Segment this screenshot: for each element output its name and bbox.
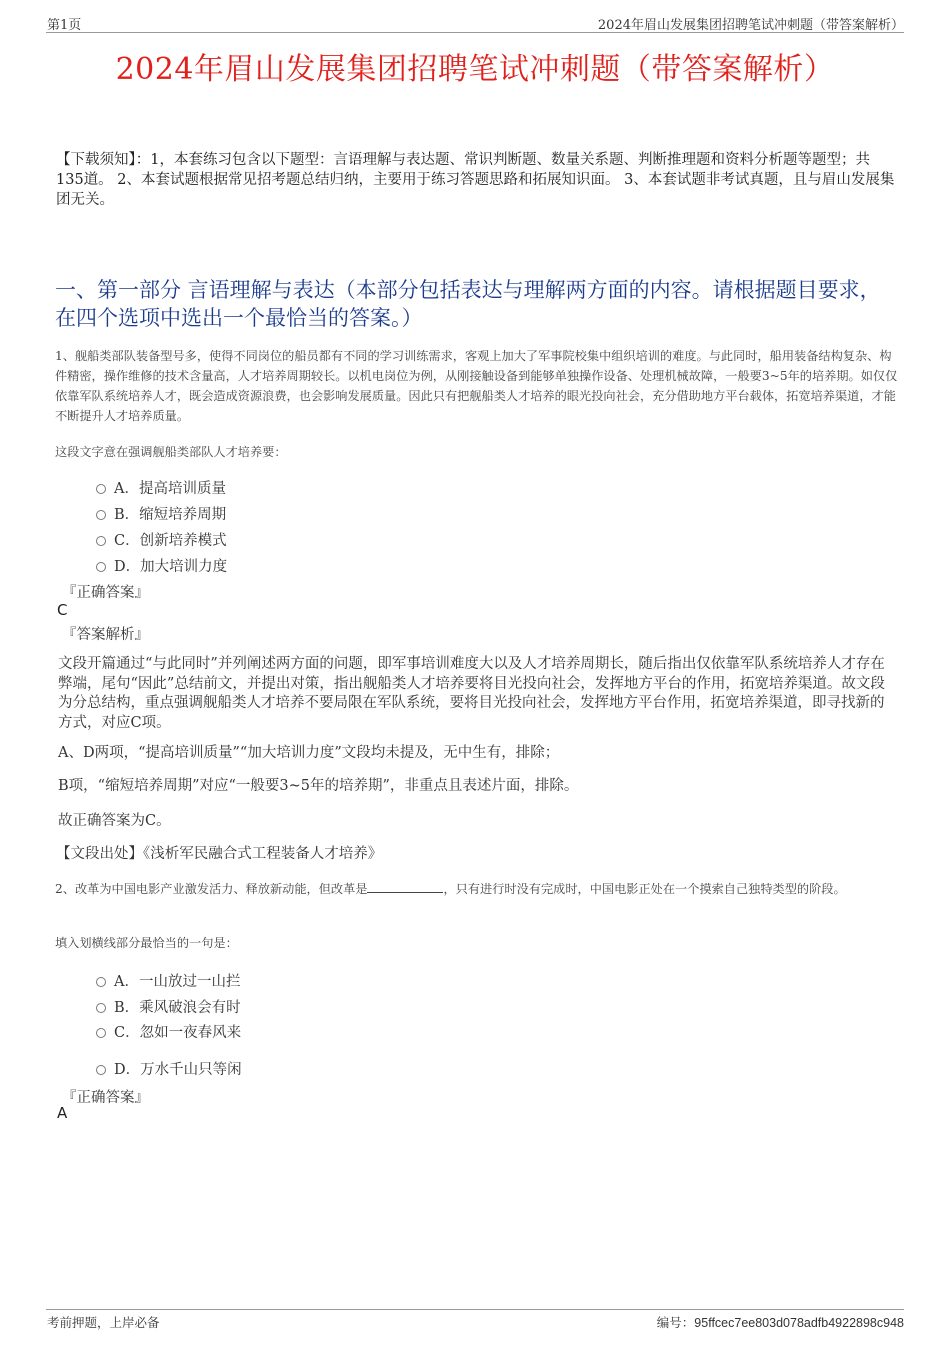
q1-option-a[interactable]: [96, 477, 226, 498]
q1-option-c[interactable]: [96, 529, 227, 550]
q1-explanation-conclusion: 故正确答案为C。: [58, 813, 171, 829]
question-1-text: 1、舰船类部队装备型号多，使得不同岗位的船员都有不同的学习训练需求，客观上加大了军事院校集中组织培训的难度。与此同时，船用装备结构复杂、构件精密，操作维修的技术含量高，人才培养周期较长。以机电岗位为例，从刚接触设备到能够单独操作设备、处理机械故障，一般要3~5年的培养期。如仅仅依靠军队系统培养人才，既会造成资源浪费，也会影响发展质量。因此只有把舰船类人才培养的眼光投向社会，充分借助地方平台载体，拓宽培养渠道，才能不断提升人才培养质量。: [55, 349, 898, 423]
q2-option-d[interactable]: [96, 1058, 242, 1079]
footer-slogan: 考前押题，上岸必备: [47, 1315, 160, 1330]
q2-text-before: 2、改革为中国电影产业激发活力、释放新动能，但改革是: [55, 882, 368, 896]
fill-blank: [367, 881, 443, 893]
option-label: B．缩短培养周期: [114, 507, 227, 523]
radio-icon[interactable]: [96, 536, 106, 546]
page-title: 2024年眉山发展集团招聘笔试冲刺题（带答案解析）: [115, 52, 835, 87]
header-divider: [46, 32, 904, 33]
q1-explanation-ad: A、D两项，“提高培训质量”“加大培训力度”文段均未提及，无中生有，排除；: [58, 745, 560, 761]
q1-explanation-b: B项，“缩短培养周期”对应“一般要3~5年的培养期”，非重点且表述片面，排除。: [58, 778, 579, 794]
footer-divider: [46, 1309, 904, 1310]
correct-answer-label: 『正确答案』: [62, 1090, 149, 1106]
option-label: C．忽如一夜春风来: [114, 1025, 242, 1041]
option-label: D．加大培训力度: [114, 559, 228, 575]
question-1-prompt: 这段文字意在强调舰船类部队人才培养要：: [55, 445, 287, 459]
header-doc-title: 2024年眉山发展集团招聘笔试冲刺题（带答案解析）: [597, 18, 904, 33]
q2-answer: A: [57, 1104, 68, 1122]
option-label: C．创新培养模式: [114, 533, 227, 549]
option-label: A．提高培训质量: [114, 481, 226, 497]
code-label: 编号：: [656, 1315, 695, 1330]
radio-icon[interactable]: [96, 562, 106, 572]
download-notice: 【下载须知】：1，本套练习包含以下题型：言语理解与表达题、常识判断题、数量关系题、判断推理题和资料分析题等题型；共135道。 2、本套试题根据常见招考题总结归纳，主要用于练习答题思路和拓展知识面。 3、本套试题非考试真题，且与眉山发展集团无关。: [56, 152, 895, 208]
section-heading: 一、第一部分 言语理解与表达（本部分包括表达与理解两方面的内容。请根据题目要求，在四个选项中选出一个最恰当的答案。）: [55, 278, 881, 330]
option-label: A．一山放过一山拦: [114, 974, 241, 990]
option-label: B．乘风破浪会有时: [114, 1000, 241, 1016]
radio-icon[interactable]: [96, 1003, 106, 1013]
q2-text-after: ，只有进行时没有完成时，中国电影正处在一个摸索自己独特类型的阶段。: [443, 882, 846, 896]
q1-option-b[interactable]: [96, 503, 226, 524]
analysis-label: 『答案解析』: [62, 627, 149, 643]
radio-icon[interactable]: [96, 510, 106, 520]
code-value: 95ffcec7ee803d078adfb4922898c948: [694, 1316, 904, 1330]
radio-icon[interactable]: [96, 1028, 106, 1038]
page-number: 第1页: [47, 18, 82, 33]
q2-option-c[interactable]: [96, 1021, 241, 1042]
correct-answer-label: 『正确答案』: [62, 585, 149, 601]
radio-icon[interactable]: [96, 1065, 106, 1075]
question-2-text: [55, 879, 901, 899]
question-2-prompt: 填入划横线部分最恰当的一句是：: [55, 936, 238, 950]
radio-icon[interactable]: [96, 484, 106, 494]
q2-option-a[interactable]: [96, 970, 240, 991]
q1-source: 【文段出处】《浅析军民融合式工程装备人才培养》: [56, 846, 383, 862]
footer-code: [657, 1313, 904, 1331]
q1-option-d[interactable]: [96, 555, 227, 576]
option-label: D．万水千山只等闲: [114, 1062, 242, 1078]
radio-icon[interactable]: [96, 977, 106, 987]
q1-answer: C: [57, 601, 68, 619]
q2-option-b[interactable]: [96, 996, 241, 1017]
q1-explanation-main: 文段开篇通过“与此同时”并列阐述两方面的问题，即军事培训难度大以及人才培养周期长，随后指出仅依靠军队系统培养人才存在弊端，尾句“因此”总结前文，并提出对策，指出舰船类人才培养要将目光投向社会，发挥地方平台的作用，拓宽培养渠道。故文段为分总结构，重点强调舰船类人才培养不要局限在军队系统，要将目光投向社会，发挥地方平台作用，拓宽培养渠道，即寻找新的方式，对应C项。: [58, 656, 885, 731]
